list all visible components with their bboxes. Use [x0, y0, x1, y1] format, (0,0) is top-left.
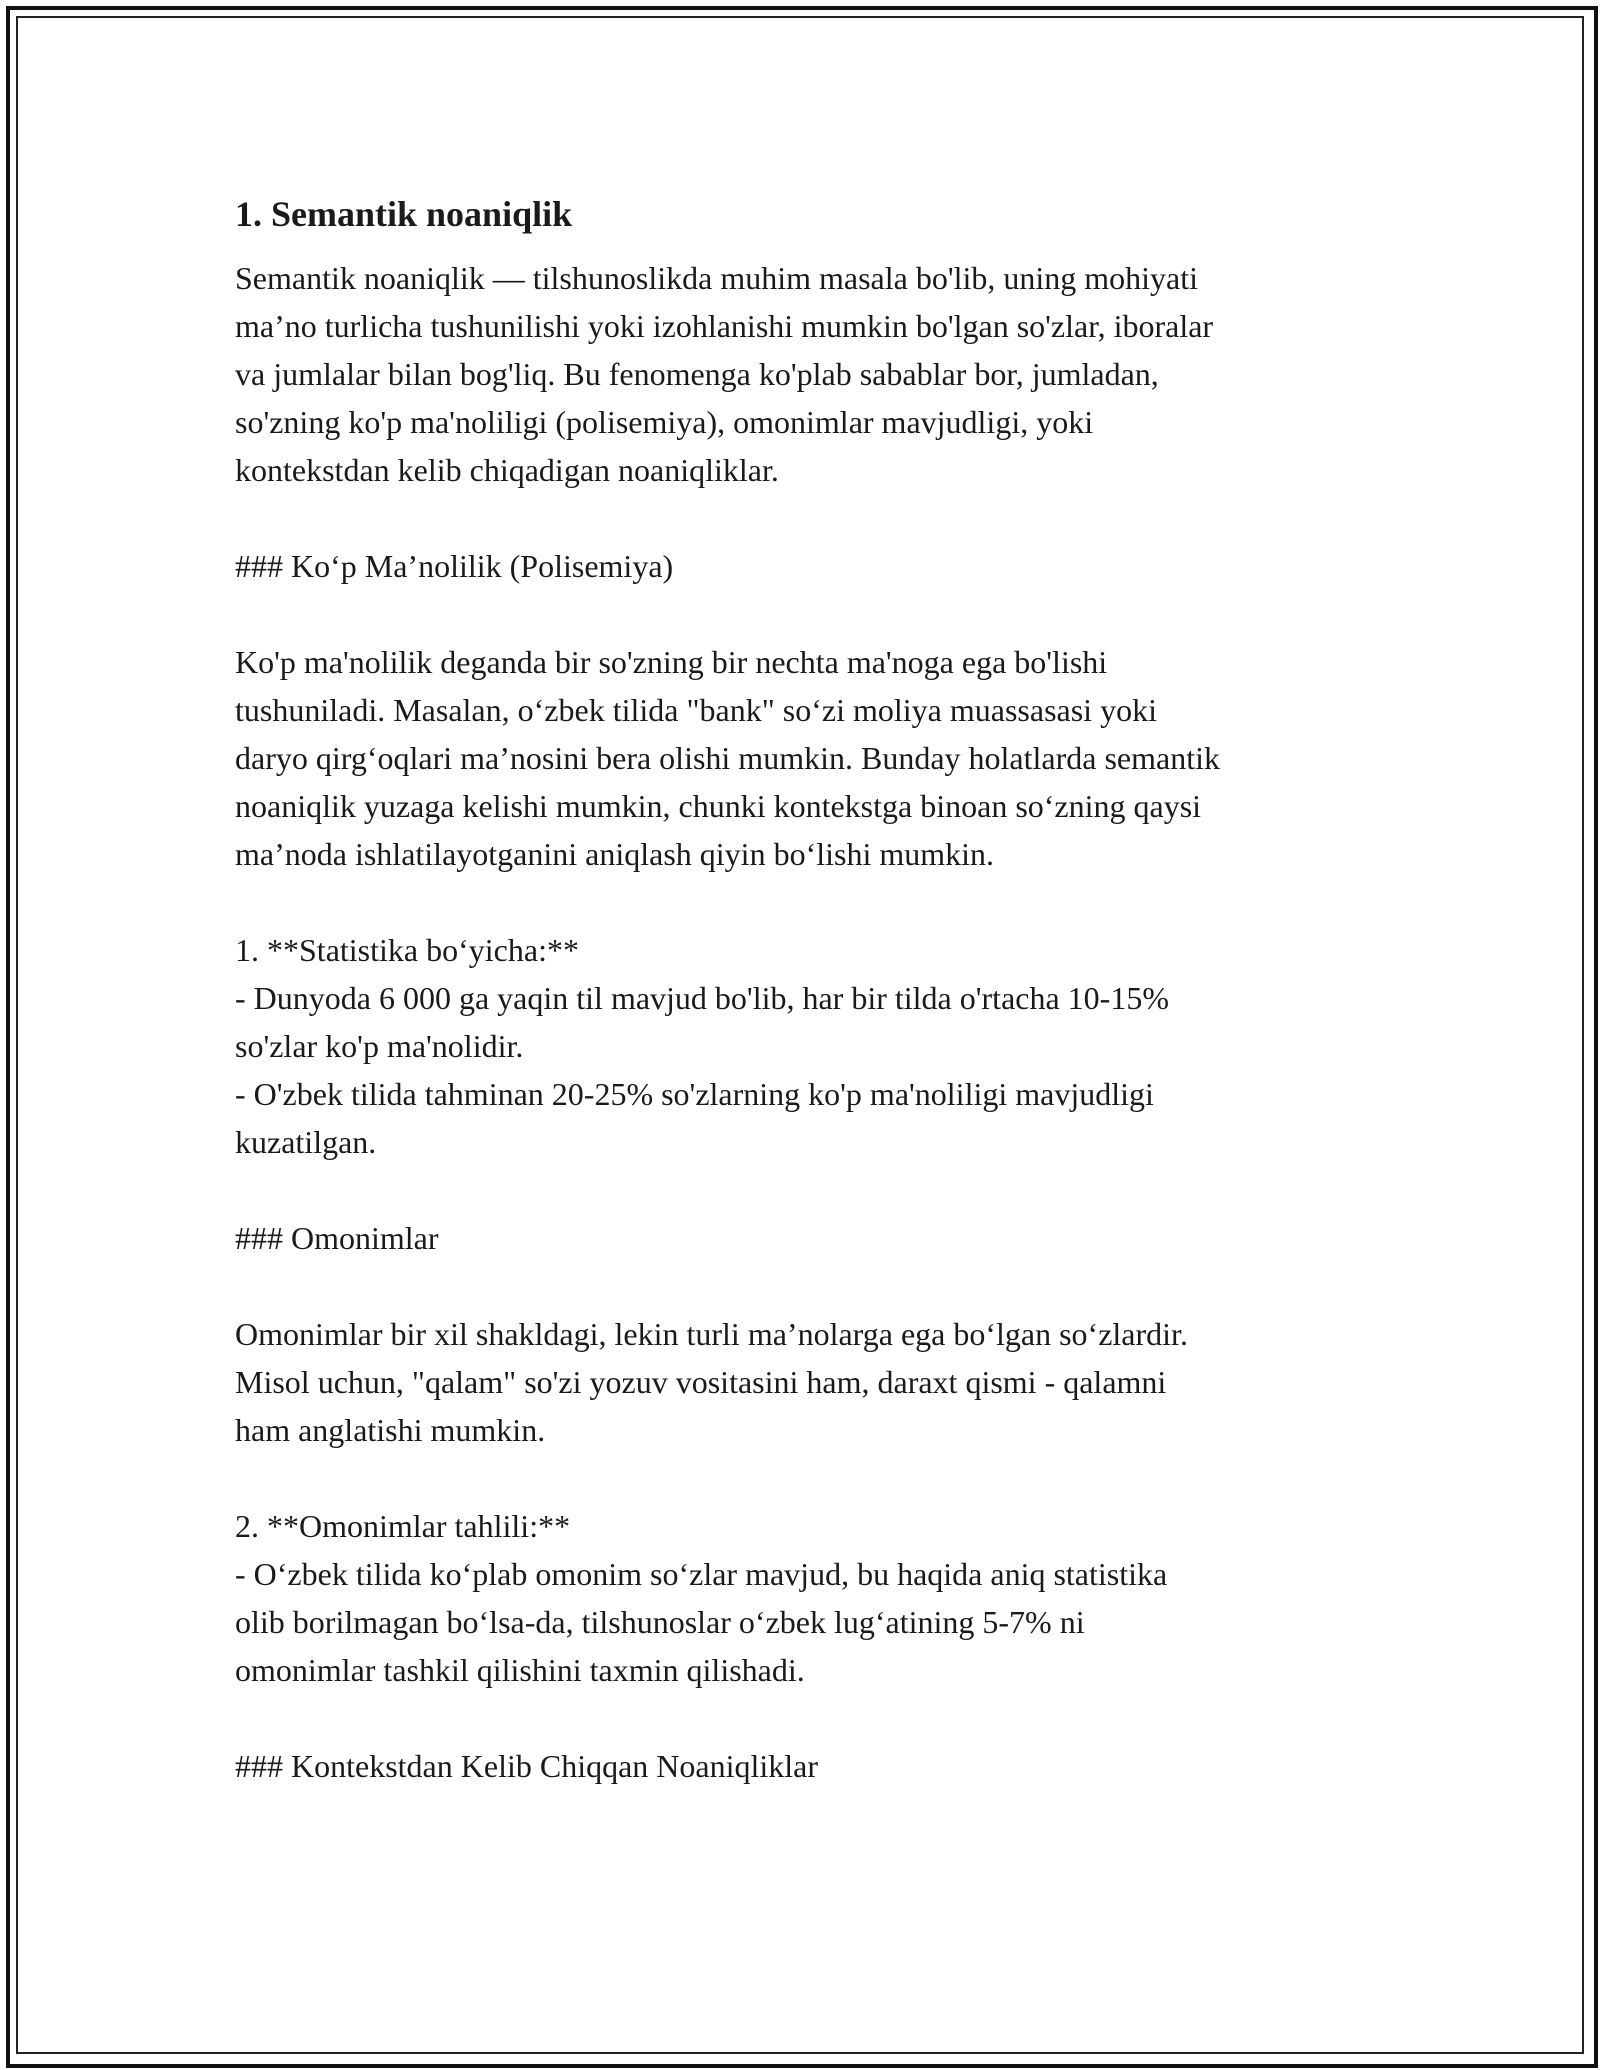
omonimlar-paragraph: Omonimlar bir xil shakldagi, lekin turli ma’nolarga ega bo‘lgan so‘zlardir. Misol uchun, "qalam" so'zi yozuv vositasini ham, daraxt qismi - qalamni ham anglatishi mumkin.: [235, 1316, 1188, 1448]
document-body: [235, 188, 1385, 1790]
paragraph-spacer: [235, 1166, 1385, 1214]
omonimlar-analysis-list: 2. **Omonimlar tahlili:** - O‘zbek tilida ko‘plab omonim so‘zlar mavjud, bu haqida aniq statistika olib borilmagan bo‘lsa-da, tilshunoslar o‘zbek lug‘atining 5-7% ni omonimlar tashkil qilishini taxmin qilishadi.: [235, 1508, 1168, 1688]
statistics-list: 1. **Statistika bo‘yicha:** - Dunyoda 6 000 ga yaqin til mavjud bo'lib, har bir tilda o'rtacha 10-15% so'zlar ko'p ma'nolidir. - O'zbek tilida tahminan 20-25% so'zlarning ko'p ma'noliligi mavjudligi kuzatilgan.: [235, 932, 1169, 1160]
paragraph-spacer: [235, 590, 1385, 638]
subheading-kontekst: ### Kontekstdan Kelib Chiqqan Noaniqliklar: [235, 1748, 819, 1784]
paragraph-spacer: [235, 494, 1385, 542]
paragraph-spacer: [235, 1262, 1385, 1310]
paragraph-spacer: [235, 878, 1385, 926]
subheading-omonimlar: ### Omonimlar: [235, 1220, 439, 1256]
paragraph-spacer: [235, 1694, 1385, 1742]
intro-paragraph: Semantik noaniqlik — tilshunoslikda muhim masala bo'lib, uning mohiyati ma’no turlicha tushunilishi yoki izohlanishi mumkin bo'lgan so'zlar, iboralar va jumlalar bilan bog'liq. Bu fenomenga ko'plab sabablar bor, jumladan, so'zning ko'p ma'noliligi (polisemiya), omonimlar mavjudligi, yoki kontekstdan kelib chiqadigan noaniqliklar.: [235, 260, 1214, 488]
polisemiya-paragraph: Ko'p ma'nolilik deganda bir so'zning bir nechta ma'noga ega bo'lishi tushuniladi. Masalan, o‘zbek tilida "bank" so‘zi moliya muassasasi yoki daryo qirg‘oqlari ma’nosini bera olishi mumkin. Bunday holatlarda semantik noaniqlik yuzaga kelishi mumkin, chunki kontekstga binoan so‘zning qaysi ma’noda ishlatilayotganini aniqlash qiyin bo‘lishi mumkin.: [235, 644, 1220, 872]
paragraph-spacer: [235, 1454, 1385, 1502]
subheading-polisemiya: ### Ko‘p Ma’nolilik (Polisemiya): [235, 548, 674, 584]
section-title: 1. Semantik noaniqlik: [235, 194, 573, 234]
